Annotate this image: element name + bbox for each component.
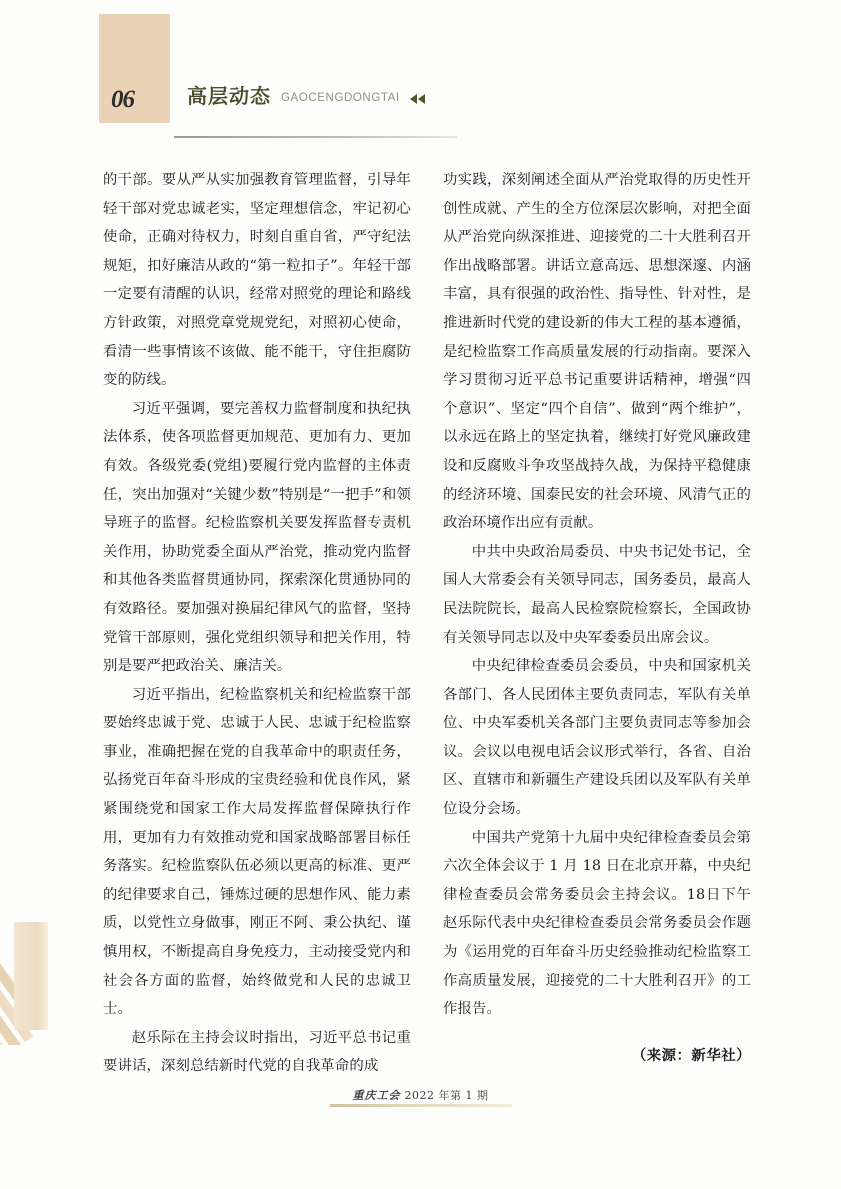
folio-box (99, 14, 170, 123)
masthead-label: 重庆工会 (352, 1089, 401, 1102)
page-header (99, 14, 757, 126)
arrow-triangle (418, 94, 425, 104)
header-divider (174, 136, 457, 138)
footer-divider (330, 1104, 512, 1107)
double-left-arrow-icon (410, 94, 425, 106)
paragraph: 功实践，深刻阐述全面从严治党取得的历史性开创性成就、产生的全方位深层次影响，对把全面从严治党向纵深推进、迎接党的二十大胜利召开作出战略部署。讲话立意高远、思想深邃、内涵丰富，具有很强的政治性、指导性、针对性，是推进新时代党的建设新的伟大工程的基本遵循，是纪检监察工作高质量发展的行动指南。要深入学习贯彻习近平总书记重要讲话精神，增强“四个意识”、坚定“四个自信”、做到“两个维护”，以永远在路上的坚定执着，继续打好党风廉政建设和反腐败斗争攻坚战持久战，为保持平稳健康的经济环境、国泰民安的社会环境、风清气正的政治环境作出应有贡献。 (443, 172, 751, 532)
paragraph: 赵乐际在主持会议时指出，习近平总书记重要讲话，深刻总结新时代党的自我革命的成 (103, 1029, 411, 1075)
article-body (103, 166, 751, 1081)
paragraph: 的干部。要从严从实加强教育管理监督，引导年轻干部对党忠诚老实，坚定理想信念，牢记初心使命，正确对待权力，时刻自重自省，严守纪法规矩，扣好廉洁从政的“第一粒扣子”。年轻干部一定要有清醒的认识，经常对照党的理论和路线方针政策，对照党章党规党纪，对照初心使命，看清一些事情该不该做、能不能干，守住拒腐防变的防线。 (103, 172, 411, 389)
page-title: 高层动态 (187, 84, 271, 108)
column-right (443, 166, 751, 1081)
source-attribution: （来源：新华社） (631, 1046, 751, 1064)
page-number: 06 (111, 86, 134, 113)
paragraph: 中央纪律检查委员会委员，中央和国家机关各部门、各人民团体主要负责同志，军队有关单位、中央军委机关各部门主要负责同志等参加会议。会议以电视电话会议形式举行，各省、自治区、直辖市和新疆生产建设兵团以及军队有关单位设分会场。 (443, 658, 751, 818)
paragraph: 习近平强调，要完善权力监督制度和执纪执法体系，使各项监督更加规范、更加有力、更加有效。各级党委(党组)要履行党内监督的主体责任，突出加强对“关键少数”特别是“一把手”和领导班子的监督。纪检监察机关要发挥监督专责机关作用，协助党委全面从严治党，推动党内监督和其他各类监督贯通协同，探索深化贯通协同的有效路径。要加强对换届纪律风气的监督，坚持党管干部原则，强化党组织领导和把关作用，特别是要严把政治关、廉洁关。 (103, 400, 411, 675)
arrow-triangle (410, 94, 417, 104)
page-footer (0, 1086, 841, 1104)
paragraph: 中共中央政治局委员、中央书记处书记，全国人大常委会有关领导同志，国务委员，最高人民法院院长，最高人民检察院检察长，全国政协有关领导同志以及中央军委委员出席会议。 (443, 543, 751, 646)
footer-line (353, 1087, 489, 1103)
section-pinyin-label: GAOCENGDONGTAI (281, 91, 400, 104)
paragraph: 习近平指出，纪检监察机关和纪检监察干部要始终忠诚于党、忠诚于人民、忠诚于纪检监察事业，准确把握在党的自我革命中的职责任务，弘扬党百年奋斗形成的宝贵经验和优良作风，紧紧围绕党和国家工作大局发挥监督保障执行作用，更加有力有效推动党和国家战略部署目标任务落实。纪检监察队伍必须以更高的标准、更严的纪律要求自己，锤炼过硬的思想作风、能力素质，以党性立身做事，刚正不阿、秉公执纪、谨慎用权，不断提高自身免疫力，主动接受党内和社会各方面的监督，始终做党和人民的忠诚卫士。 (103, 686, 411, 1018)
decorative-block (14, 922, 48, 1030)
section-heading (187, 86, 425, 106)
column-left (103, 166, 411, 1081)
issue-label: 2022 年第 1 期 (404, 1089, 489, 1102)
paragraph: 中国共产党第十九届中央纪律检查委员会第六次全体会议于 1 月 18 日在北京开幕，中央纪律检查委员会常务委员会主持会议。18日下午赵乐际代表中央纪律检查委员会常务委员会作题为《运用党的百年奋斗历史经验推动纪检监察工作高质量发展，迎接党的二十大胜利召开》的工作报告。 (443, 829, 751, 1018)
